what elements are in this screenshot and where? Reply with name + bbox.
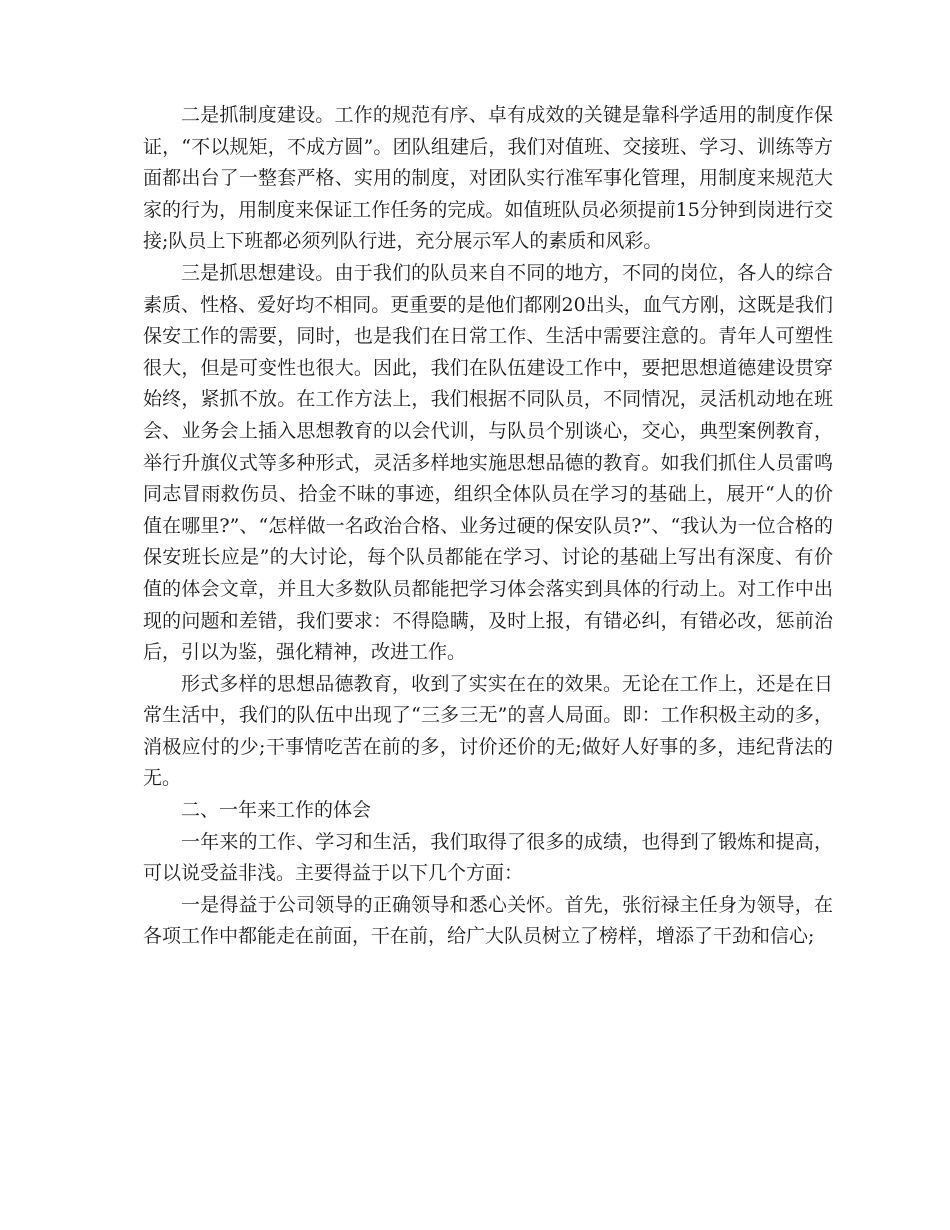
- paragraph-year-summary: 一年来的工作、学习和生活，我们取得了很多的成绩，也得到了锻炼和提高，可以说受益非浅。主要得益于以下几个方面：: [143, 830, 833, 885]
- paragraph-ideological-building: 三是抓思想建设。由于我们的队员来自不同的地方，不同的岗位，各人的综合素质、性格、爱好均不相同。更重要的是他们都刚20出头，血气方刚，这既是我们保安工作的需要，同时，也是我们在日常工作、生活中需要注意的。青年人可塑性很大，但是可变性也很大。因此，我们在队伍建设工作中，要把思想道德建设贯穿始终，紧抓不放。在工作方法上，我们根据不同队员，不同情况，灵活机动地在班会、业务会上插入思想教育的以会代训，与队员个别谈心，交心，典型案例教育，举行升旗仪式等多种形式，灵活多样地实施思想品德的教育。如我们抓住人员雷鸣同志冒雨救伤员、拾金不昧的事迹，组织全体队员在学习的基础上，展开“人的价值在哪里?”、“怎样做一名政治合格、业务过硬的保安队员?”、“我认为一位合格的保安班长应是”的大讨论，每个队员都能在学习、讨论的基础上写出有深度、有价值的体会文章，并且大多数队员都能把学习体会落实到具体的行动上。对工作中出现的问题和差错，我们要求：不得隐瞒，及时上报，有错必纠，有错必改，惩前治后，引以为鉴，强化精神，改进工作。: [143, 261, 833, 664]
- paragraph-education-results: 形式多样的思想品德教育，收到了实实在在的效果。无论在工作上，还是在日常生活中，我们的队伍中出现了“三多三无”的喜人局面。即：工作积极主动的多，消极应付的少;干事情吃苦在前的多，讨价还价的无;做好人好事的多，违纪背法的无。: [143, 672, 833, 790]
- paragraph-leadership: 一是得益于公司领导的正确领导和悉心关怀。首先，张衍禄主任身为领导，在各项工作中都能走在前面，干在前，给广大队员树立了榜样，增添了干劲和信心;: [143, 893, 833, 948]
- document-body: [143, 100, 833, 953]
- paragraph-system-building: 二是抓制度建设。工作的规范有序、卓有成效的关键是靠科学适用的制度作保证，“不以规矩，不成方圆”。团队组建后，我们对值班、交接班、学习、训练等方面都出台了一整套严格、实用的制度，对团队实行准军事化管理，用制度来规范大家的行为，用制度来保证工作任务的完成。如值班队员必须提前15分钟到岗进行交接;队员上下班都必须列队行进，充分展示军人的素质和风彩。: [143, 104, 833, 253]
- section-heading-experience: 二、一年来工作的体会: [181, 799, 372, 822]
